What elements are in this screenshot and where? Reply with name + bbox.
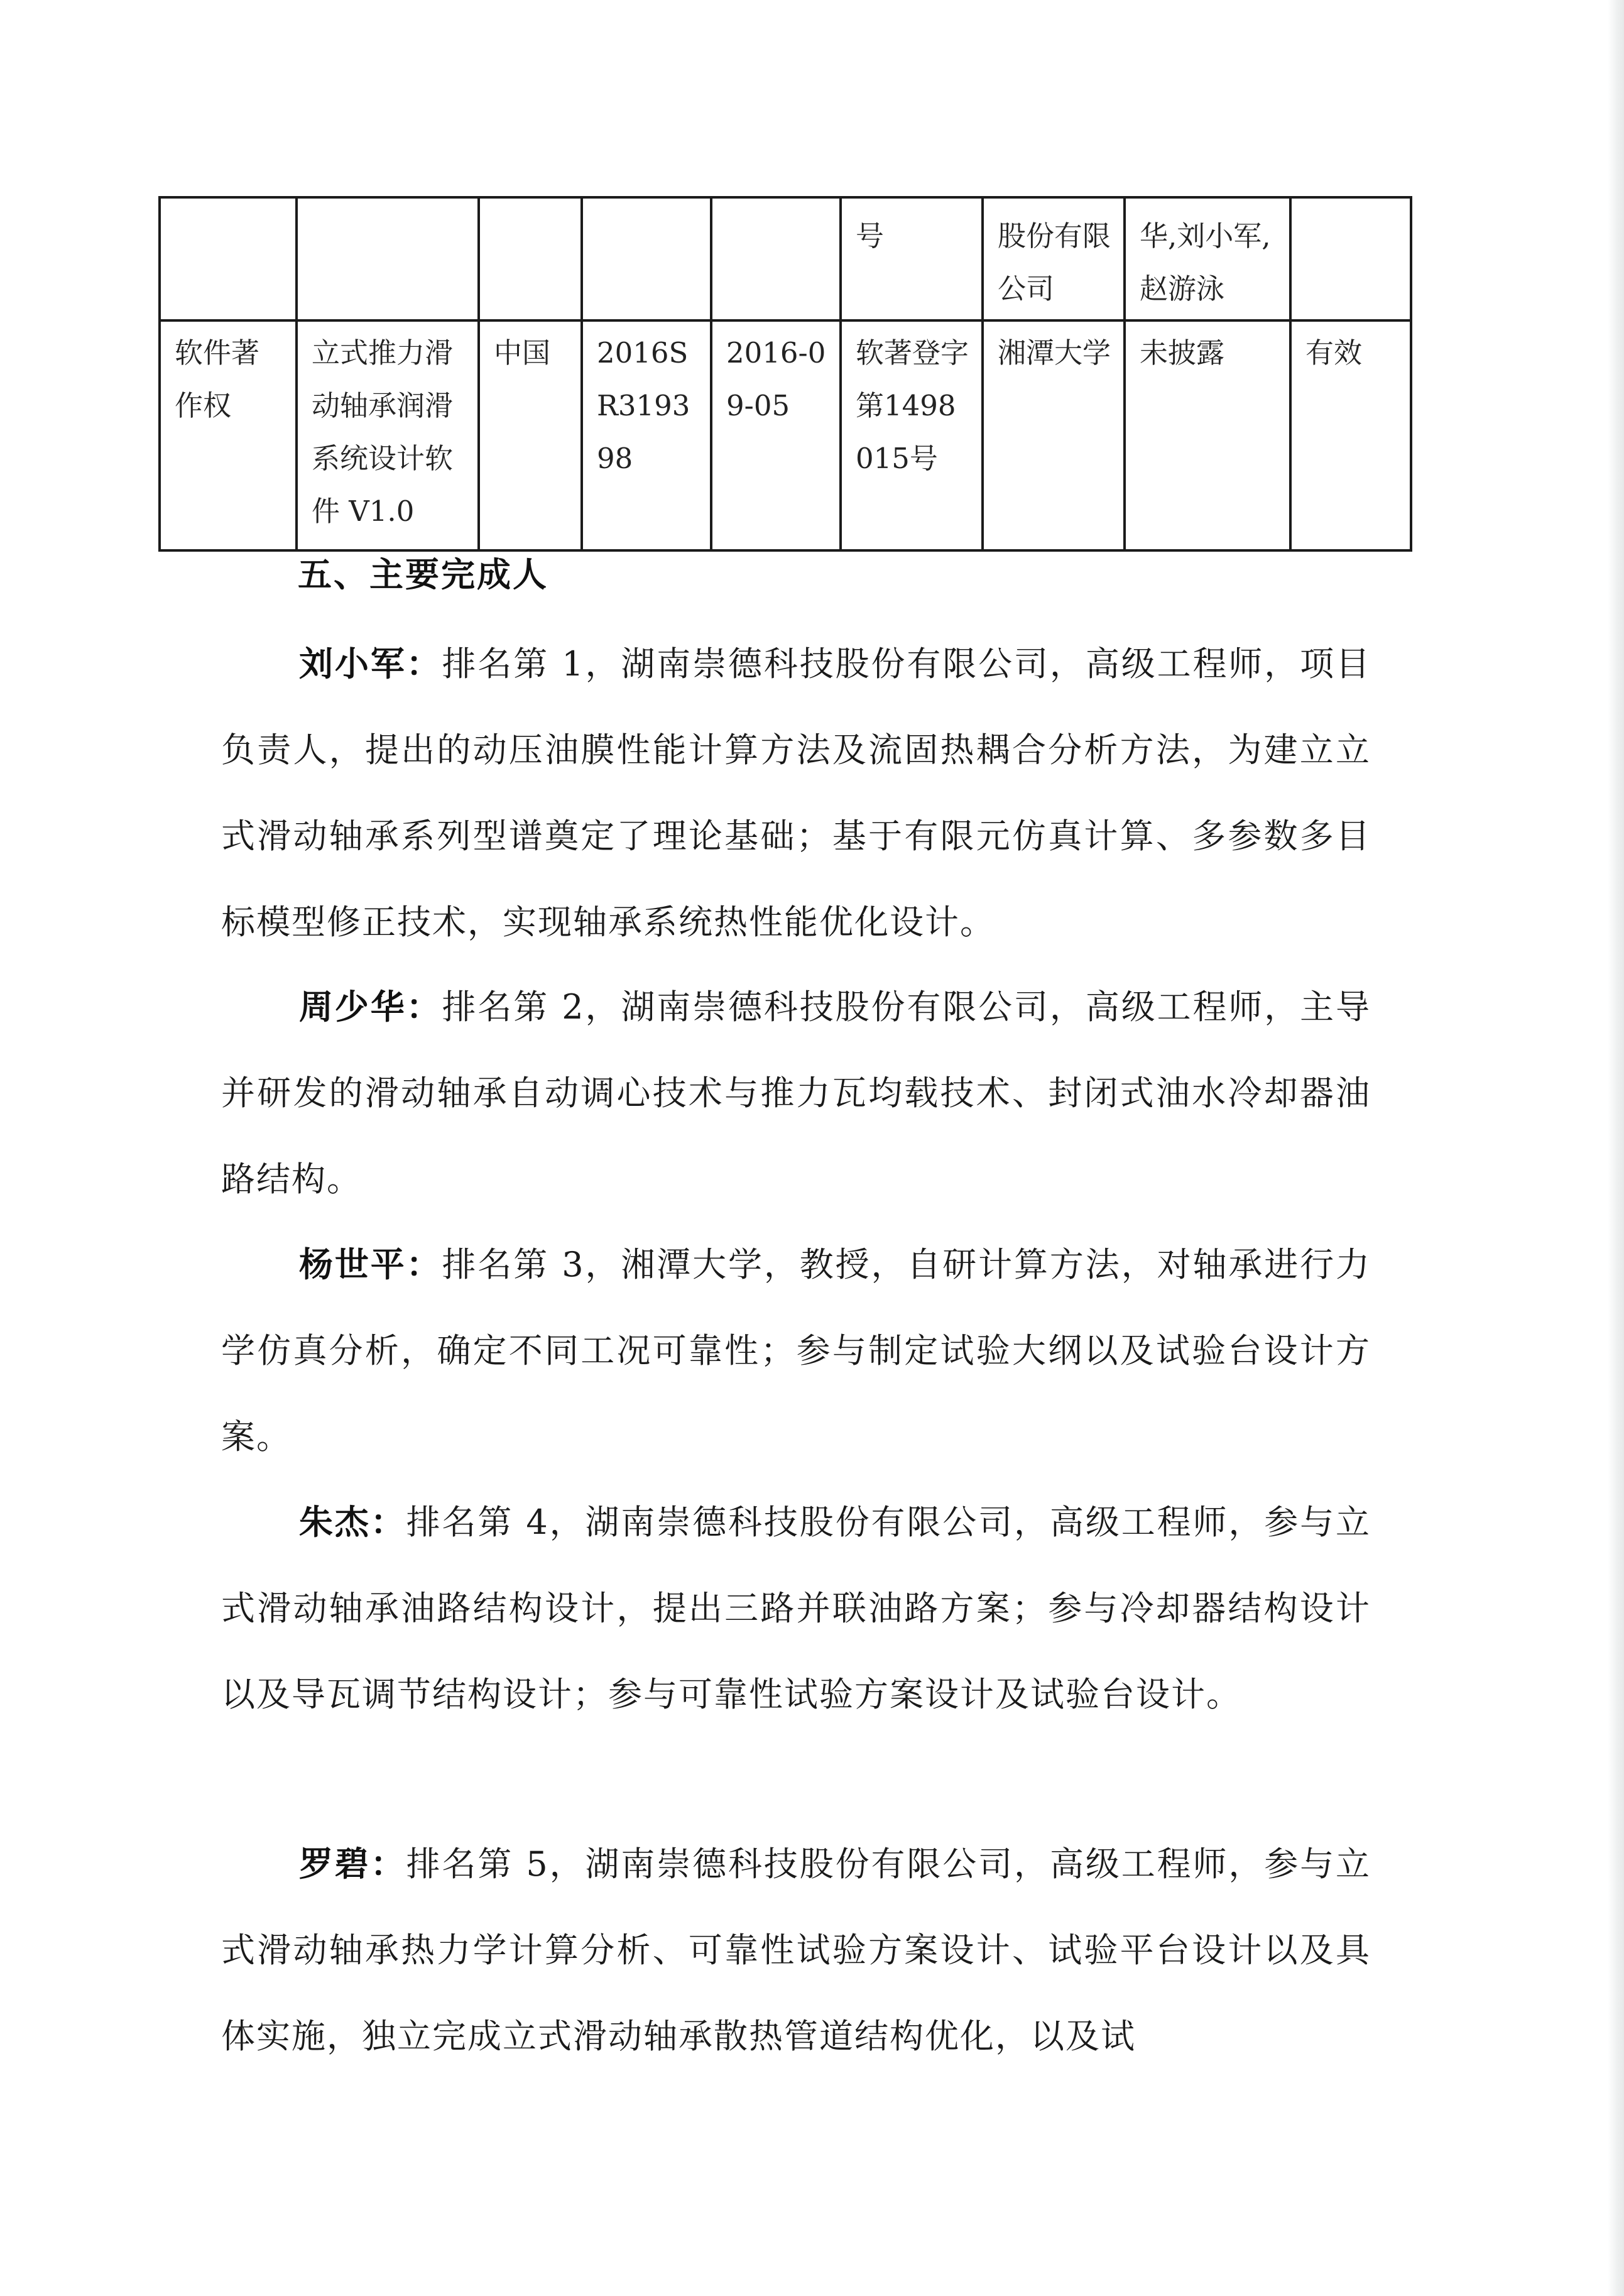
cell-holder: 股份有限公司 <box>983 197 1125 320</box>
cell-number: 2016SR319398 <box>582 320 711 550</box>
table-row <box>160 320 1411 550</box>
contributor-name: 朱杰： <box>299 1502 406 1542</box>
cell-name <box>297 197 479 320</box>
cell-date <box>711 197 841 320</box>
cell-type: 软件著作权 <box>160 320 297 550</box>
contributor-name: 周少华： <box>299 987 442 1027</box>
cell-certificate: 软著登字第1498015号 <box>841 320 983 550</box>
table-row-continuation <box>160 197 1411 320</box>
contributor-description: 排名第 5，湖南崇德科技股份有限公司，高级工程师，参与立式滑动轴承热力学计算分析、可靠性试验方案设计、试验平台设计以及具体实施，独立完成立式滑动轴承散热管道结构优化，以及试 <box>221 1844 1371 2056</box>
section-heading: 五、主要完成人 <box>298 554 548 594</box>
cell-holder: 湘潭大学 <box>983 320 1125 550</box>
cell-name: 立式推力滑动轴承润滑系统设计软件 V1.0 <box>297 320 479 550</box>
cell-status <box>1290 197 1411 320</box>
contributor-paragraph <box>221 1479 1371 1737</box>
contributor-description: 排名第 1，湖南崇德科技股份有限公司，高级工程师，项目负责人，提出的动压油膜性能计算方法及流固热耦合分析方法，为建立立式滑动轴承系列型谱奠定了理论基础；基于有限元仿真计算、多参数多目标模型修正技术，实现轴承系统热性能优化设计。 <box>221 644 1371 942</box>
contributor-description: 排名第 4，湖南崇德科技股份有限公司，高级工程师，参与立式滑动轴承油路结构设计，提出三路并联油路方案；参与冷却器结构设计以及导瓦调节结构设计；参与可靠性试验方案设计及试验台设计。 <box>221 1502 1371 1714</box>
cell-number <box>582 197 711 320</box>
contributor-description: 排名第 3，湘潭大学，教授，自研计算方法，对轴承进行力学仿真分析，确定不同工况可靠性；参与制定试验大纲以及试验台设计方案。 <box>221 1245 1371 1457</box>
cell-country: 中国 <box>479 320 582 550</box>
contributor-name: 刘小军： <box>299 643 442 684</box>
contributor-name: 杨世平： <box>299 1244 442 1284</box>
contributor-name: 罗碧： <box>299 1844 406 1884</box>
contributor-paragraph <box>221 1222 1371 1480</box>
cell-status: 有效 <box>1290 320 1411 550</box>
cell-inventors: 未披露 <box>1125 320 1290 550</box>
contributor-paragraph <box>221 1821 1371 2079</box>
contributor-paragraph <box>221 964 1371 1222</box>
ip-rights-table <box>158 196 1412 552</box>
contributor-description: 排名第 2，湖南崇德科技股份有限公司，高级工程师，主导并研发的滑动轴承自动调心技术与推力瓦均载技术、封闭式油水冷却器油路结构。 <box>221 987 1371 1199</box>
cell-date: 2016-09-05 <box>711 320 841 550</box>
scan-edge-shadow <box>1608 0 1624 2296</box>
cell-certificate: 号 <box>841 197 983 320</box>
cell-inventors: 华,刘小军,赵游泳 <box>1125 197 1290 320</box>
cell-type <box>160 197 297 320</box>
cell-country <box>479 197 582 320</box>
contributor-paragraph <box>221 621 1371 965</box>
